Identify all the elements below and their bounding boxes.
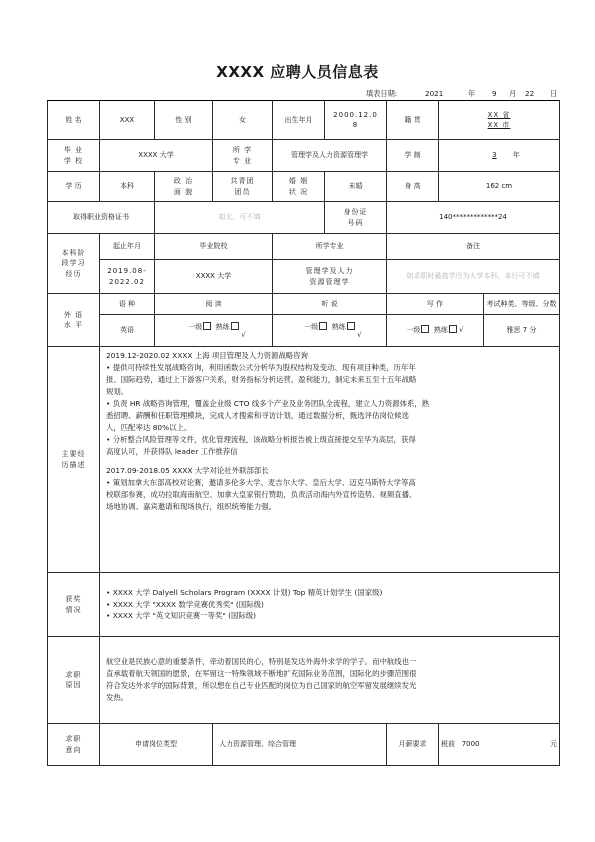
- school-label-line-2: 学 校: [63, 156, 84, 165]
- experience-spacer: [106, 458, 553, 465]
- politics-label: [155, 172, 213, 202]
- experience-line: • 策划加拿大东部高校对论赛，邀请多伦多大学、麦吉尔大学、皇后大学、迈克马斯特大学等高: [106, 477, 416, 487]
- language-header-row: [48, 294, 560, 315]
- salary-label: 月薪要求: [387, 724, 439, 766]
- education-section-line-2: 段学习: [61, 259, 86, 268]
- language-col-lang: 语 种: [100, 294, 155, 315]
- duration-unit: 年: [512, 151, 520, 160]
- award-item: • XXXX 大学 "英文知识竞赛一等奖" (国际级): [106, 611, 257, 621]
- write-tick: √: [459, 326, 464, 335]
- listen-level-b: 熟练: [331, 322, 346, 331]
- id-label: [325, 202, 387, 234]
- write-level-a: 一级: [406, 326, 421, 335]
- marriage-label-line-1: 婚 姻: [288, 177, 309, 186]
- fill-date-day-unit: 日: [550, 89, 558, 98]
- row-certificates: [48, 202, 560, 234]
- language-section-label: [48, 294, 100, 347]
- language-row: [48, 315, 560, 347]
- name-value[interactable]: XXX: [100, 101, 155, 140]
- fill-date-day: 22: [525, 89, 535, 98]
- row-basic-2: [48, 140, 560, 172]
- reason-line: 直承载着航天领国的愿景，在军留这一特殊领域不断地扩充国际业务范围，国际化的步骤范围很: [106, 669, 417, 679]
- language-name[interactable]: 英语: [100, 315, 155, 347]
- major-label-line-2: 专 业: [232, 156, 253, 165]
- duration-value[interactable]: [439, 140, 560, 172]
- education-period-start: 2019.08-: [107, 267, 147, 276]
- language-listen-level: [273, 315, 387, 347]
- politics-value[interactable]: [213, 172, 273, 202]
- major-label-line-1: 所 学: [232, 146, 253, 155]
- awards-content[interactable]: [100, 573, 560, 637]
- birth-value-line-1: 2000.12.0: [333, 110, 378, 119]
- awards-label-line-2: 情况: [65, 605, 82, 614]
- reason-line: 航空业是民族心意的重要条件，牵动着国民的心，特别是发达外海外求学的学子。而中航线也一: [106, 657, 417, 667]
- major-label: [213, 140, 273, 172]
- reason-content[interactable]: [100, 637, 560, 724]
- reason-row: [48, 637, 560, 724]
- major-value[interactable]: 管理学及人力资源管理学: [273, 140, 387, 172]
- birth-value[interactable]: [325, 101, 387, 140]
- listen-level-b-checkbox[interactable]: [347, 322, 355, 330]
- education-note[interactable]: 如求职时最高学历为大学本科，本行可不填: [387, 260, 560, 294]
- education-header-row: [48, 234, 560, 260]
- birth-label: 出生年月: [273, 101, 325, 140]
- education-section-label: [48, 234, 100, 294]
- language-write-level: [387, 315, 484, 347]
- experience-line: 悉招聘、薪酬和任职管理模块，完成人才搜索和寻访计划，通过数据分析，甄选评估岗位候选: [106, 410, 410, 420]
- experience-line: • 提供可持续性发展战略咨询，利用函数公式分析华为股权结构及变动、现有项目种类，历年年: [106, 362, 416, 372]
- experience-label-line-1: 主要经: [61, 450, 86, 459]
- certificate-value[interactable]: 如无，可不填: [155, 202, 325, 234]
- duration-number: 3: [492, 151, 497, 160]
- experience-line: 规划。: [106, 386, 129, 396]
- salary-value[interactable]: [439, 724, 560, 766]
- language-col-read: 阅 读: [155, 294, 273, 315]
- education-major-line-2: 资源管理学: [309, 277, 350, 286]
- origin-value[interactable]: [439, 101, 560, 140]
- row-basic-1: [48, 101, 560, 140]
- marriage-value[interactable]: 未婚: [325, 172, 387, 202]
- education-col-major: 所学专业: [273, 234, 387, 260]
- fill-date-year-unit: 年: [468, 89, 476, 98]
- experience-label: [48, 347, 100, 573]
- language-section-line-2: 水 平: [63, 321, 84, 329]
- write-level-b-checkbox[interactable]: [449, 325, 457, 333]
- birth-value-line-2: 8: [352, 121, 359, 129]
- post-type-label: 申请岗位类型: [100, 724, 213, 766]
- reason-label-line-1: 求职: [65, 670, 82, 679]
- origin-province: XX 省: [487, 110, 511, 119]
- read-level-a: 一级: [188, 322, 203, 331]
- reason-line: 发热。: [106, 692, 129, 702]
- politics-label-line-2: 面 貌: [173, 187, 194, 196]
- politics-label-line-1: 政 治: [173, 177, 194, 186]
- fill-date-month: 9: [492, 89, 497, 98]
- experience-line: 高度认可，并获得队 leader 工作推荐信: [106, 446, 238, 456]
- height-label: 身 高: [387, 172, 439, 202]
- language-section-line-1: 外 语: [63, 310, 84, 319]
- experience-line: • 负责 HR 战略咨询管理，覆盖企业级 CTO 线多个产业及业务团队全流程，建立人力资源体系，熟: [106, 398, 430, 408]
- award-item: • XXXX 大学 Dalyell Scholars Program (XXXX 计划) Top 精英计划学生 (国家级): [106, 587, 383, 597]
- listen-tick: √: [357, 331, 362, 340]
- school-label: [48, 140, 100, 172]
- experience-line: 场地协调、嘉宾邀请和现场执行，组织统筹能力强。: [106, 501, 276, 511]
- origin-city: XX 市: [487, 121, 511, 129]
- politics-value-line-2: 团员: [234, 187, 251, 196]
- row-basic-3: [48, 172, 560, 202]
- education-school[interactable]: XXXX 大学: [155, 260, 273, 294]
- read-level-b-checkbox[interactable]: [231, 322, 239, 330]
- awards-row: [48, 573, 560, 637]
- read-tick: √: [241, 331, 246, 340]
- id-value[interactable]: 140*************24: [387, 202, 560, 234]
- id-label-line-1: 身份证: [343, 208, 368, 217]
- education-label: 学 历: [48, 172, 100, 202]
- post-type-value[interactable]: 人力资源管理、综合管理: [213, 724, 387, 766]
- page-title: XXXX 应聘人员信息表: [216, 63, 379, 81]
- gender-value[interactable]: 女: [213, 101, 273, 140]
- school-value[interactable]: XXXX 大学: [100, 140, 213, 172]
- experience-line: 报、国际趋势，通过上下游客户关系，财务指标分析运营、盈利能力，制定未来五至十五年战略: [106, 374, 417, 384]
- intention-label-line-2: 意向: [65, 745, 82, 754]
- listen-level-a-checkbox[interactable]: [319, 322, 327, 330]
- experience-label-line-2: 历描述: [61, 460, 86, 469]
- language-col-listen: 听 说: [273, 294, 387, 315]
- intention-row: [48, 724, 560, 766]
- education-period-end: 2022.02: [109, 277, 145, 286]
- reason-label-line-2: 原因: [65, 681, 82, 689]
- education-col-school: 毕业院校: [155, 234, 273, 260]
- award-item: • XXXX 大学 "XXXX 数学竞赛优秀奖" (国际级): [106, 599, 264, 609]
- name-label: 姓 名: [48, 101, 100, 140]
- read-level-b: 熟练: [215, 322, 230, 331]
- language-col-write: 写 作: [387, 294, 484, 315]
- experience-row: [48, 347, 560, 573]
- education-section-line-3: 经历: [65, 269, 82, 278]
- intention-label: [48, 724, 100, 766]
- certificate-label: 取得职业资格证书: [48, 202, 155, 234]
- education-major-line-1: 管理学及人力: [305, 267, 354, 276]
- fill-date-year: 2021: [425, 89, 444, 98]
- experience-line: 2017.09-2018.05 XXXX 大学对论社外联部部长: [106, 465, 269, 475]
- education-col-note: 备注: [387, 234, 560, 260]
- intention-label-line-1: 求职: [65, 735, 82, 744]
- politics-value-line-1: 共青团: [230, 177, 255, 186]
- listen-level-a: 一级: [304, 322, 319, 331]
- awards-label-line-1: 获奖: [65, 595, 82, 604]
- applicant-info-table: [47, 100, 560, 766]
- awards-label: [48, 573, 100, 637]
- experience-line: • 分析整合风险管理等文件，优化管理流程，该战略分析报告被上级直接提交至华为高层，获得: [106, 434, 416, 444]
- salary-prefix: 税前: [441, 740, 455, 749]
- language-read-level: [155, 315, 273, 347]
- gender-label: 性 别: [155, 101, 213, 140]
- experience-line: 人，匹配率达 80%以上。: [106, 422, 192, 432]
- education-row: [48, 260, 560, 294]
- write-level-b: 熟练: [433, 326, 448, 335]
- duration-label: 学 制: [387, 140, 439, 172]
- education-period[interactable]: [100, 260, 155, 294]
- origin-label: 籍 贯: [387, 101, 439, 140]
- language-col-cert: 考试种类、等级、分数: [484, 294, 560, 315]
- fill-date-month-unit: 月: [509, 89, 517, 98]
- school-label-line-1: 毕 业: [63, 146, 84, 155]
- reason-label: [48, 637, 100, 724]
- salary-amount: 7000: [461, 740, 480, 749]
- salary-unit: 元: [550, 740, 558, 749]
- experience-content[interactable]: [100, 347, 560, 573]
- experience-line: 2019.12-2020.02 XXXX 上海 项目管理及人力资源战略咨询: [106, 351, 308, 360]
- height-value[interactable]: 162 cm: [439, 172, 560, 202]
- marriage-label-line-2: 状 况: [288, 187, 309, 196]
- read-level-a-checkbox[interactable]: [203, 322, 211, 330]
- reason-line: 符合发达外求学的国际背景，所以想在自己专业匹配的岗位为自己国家的航空军留发展继续发光: [106, 681, 417, 690]
- write-level-a-checkbox[interactable]: [421, 325, 429, 333]
- language-cert[interactable]: 雅思 7 分: [484, 315, 560, 347]
- education-major[interactable]: [273, 260, 387, 294]
- fill-date-label: 填表日期:: [366, 89, 398, 98]
- marriage-label: [273, 172, 325, 202]
- education-section-line-1: 本科阶: [61, 249, 86, 258]
- education-value[interactable]: 本科: [100, 172, 155, 202]
- experience-line: 校联部参赛，成功拉取海南航空、加拿大皇家银行赞助，负责活动海内外宣传造势、视频直播、: [106, 489, 417, 499]
- education-col-period: 起止年月: [100, 234, 155, 260]
- id-label-line-2: 号码: [347, 218, 364, 227]
